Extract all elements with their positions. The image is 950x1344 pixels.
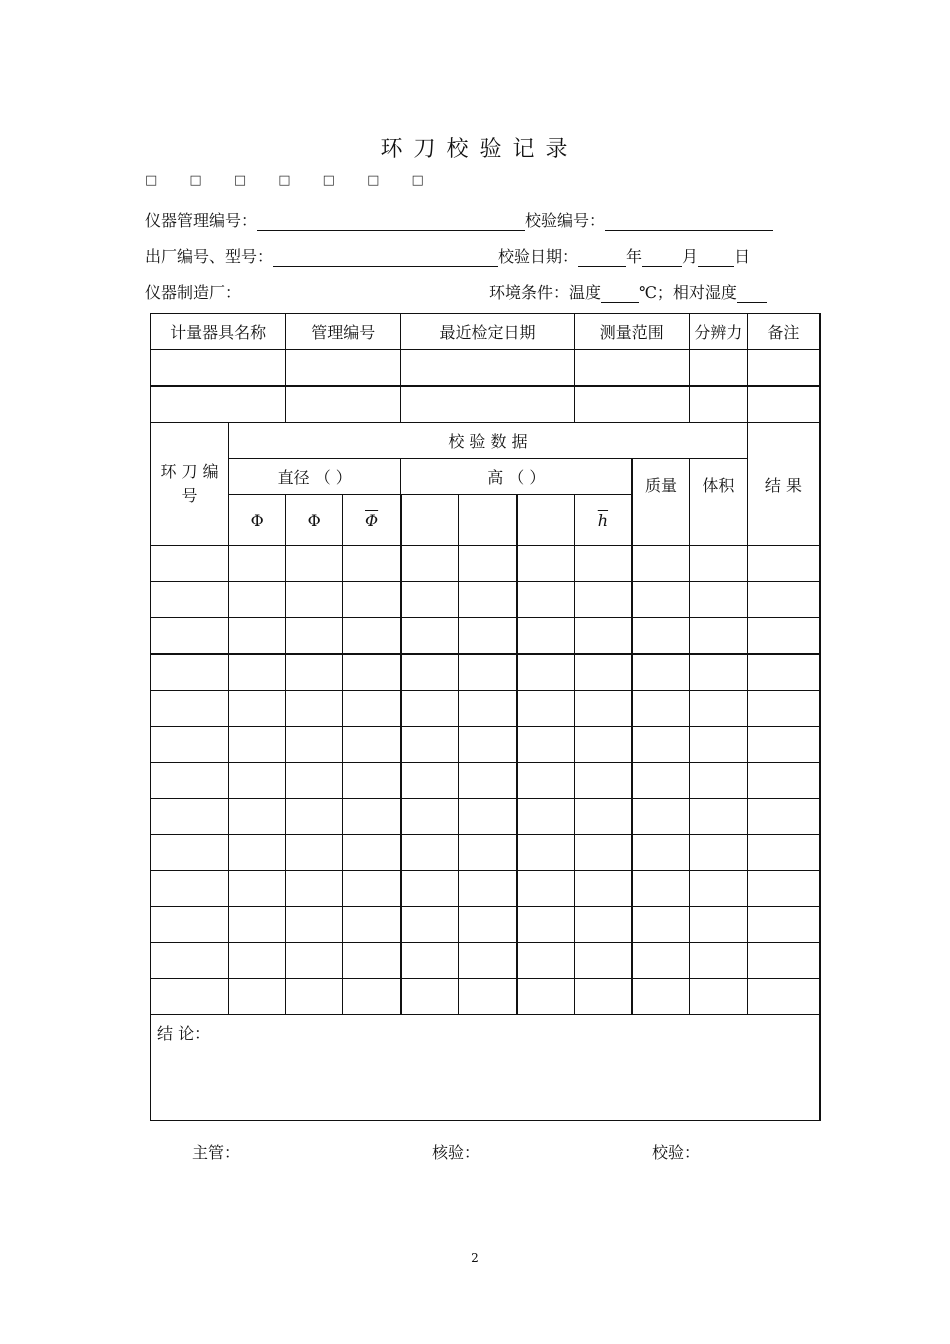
table-row: [151, 546, 820, 582]
cell[interactable]: [574, 979, 632, 1015]
cell[interactable]: [459, 979, 517, 1015]
col-measure-range: 测量范围: [574, 314, 689, 350]
cell[interactable]: [632, 979, 689, 1015]
cell[interactable]: [229, 763, 286, 799]
table-row: [151, 727, 820, 763]
cell[interactable]: [747, 871, 819, 907]
cell[interactable]: [401, 799, 459, 835]
cell[interactable]: [229, 546, 286, 582]
cell[interactable]: [286, 799, 343, 835]
cell[interactable]: [459, 871, 517, 907]
cell[interactable]: [689, 350, 747, 387]
table-row: [151, 763, 820, 799]
table-row: [151, 799, 820, 835]
right-border: [819, 313, 821, 1121]
h-1: [401, 495, 459, 546]
cell[interactable]: [151, 546, 229, 582]
subtitle-placeholder: □ □ □ □ □ □ □: [145, 173, 438, 188]
cell[interactable]: [632, 727, 689, 763]
cell[interactable]: [517, 727, 574, 763]
cell[interactable]: [151, 350, 286, 387]
cell[interactable]: [689, 763, 747, 799]
cell[interactable]: [574, 799, 632, 835]
cell[interactable]: [459, 943, 517, 979]
cell[interactable]: [151, 763, 229, 799]
cell[interactable]: [517, 546, 574, 582]
cell[interactable]: [689, 654, 747, 691]
humidity-field[interactable]: [737, 284, 767, 303]
cell[interactable]: [689, 582, 747, 618]
cell[interactable]: [401, 582, 459, 618]
cell[interactable]: [517, 907, 574, 943]
instrument-row: [151, 350, 820, 387]
cell[interactable]: [401, 691, 459, 727]
cell[interactable]: [401, 835, 459, 871]
cell[interactable]: [343, 727, 401, 763]
cell[interactable]: [459, 763, 517, 799]
cell[interactable]: [343, 582, 401, 618]
phi-mean: [343, 495, 401, 546]
cell[interactable]: [151, 727, 229, 763]
cell[interactable]: [286, 763, 343, 799]
cell[interactable]: [747, 943, 819, 979]
check-data-header: 校 验 数 据: [229, 423, 748, 459]
conclusion-box[interactable]: [150, 1011, 820, 1121]
cell[interactable]: [459, 691, 517, 727]
cell[interactable]: [632, 799, 689, 835]
cell[interactable]: [286, 386, 401, 423]
cell[interactable]: [151, 943, 229, 979]
cell[interactable]: [574, 691, 632, 727]
cell[interactable]: [517, 618, 574, 655]
cell[interactable]: [459, 618, 517, 655]
env-label: 环境条件：温度: [489, 283, 602, 302]
check-date-label: 校验日期：: [498, 247, 579, 266]
cell[interactable]: [747, 907, 819, 943]
cell[interactable]: [459, 654, 517, 691]
cell[interactable]: [632, 546, 689, 582]
cell[interactable]: [574, 943, 632, 979]
cell[interactable]: [689, 871, 747, 907]
cell[interactable]: [574, 546, 632, 582]
cell[interactable]: [689, 835, 747, 871]
cell[interactable]: [343, 943, 401, 979]
instrument-row: [151, 386, 820, 423]
cell[interactable]: [517, 691, 574, 727]
cell[interactable]: [229, 727, 286, 763]
cell[interactable]: [343, 691, 401, 727]
cell[interactable]: [343, 654, 401, 691]
cell[interactable]: [286, 582, 343, 618]
phi-2: Φ: [286, 495, 343, 546]
cell[interactable]: [229, 979, 286, 1015]
cell[interactable]: [151, 386, 286, 423]
cell[interactable]: [517, 943, 574, 979]
cell[interactable]: [229, 582, 286, 618]
cell[interactable]: [517, 979, 574, 1015]
cell[interactable]: [747, 763, 819, 799]
checker-label: 校验：: [652, 1143, 701, 1162]
year-field[interactable]: [578, 248, 626, 267]
cell[interactable]: [401, 654, 459, 691]
col-last-verification-date: 最近检定日期: [401, 314, 574, 350]
cell[interactable]: [229, 654, 286, 691]
field-row-factory: [145, 244, 750, 267]
cell[interactable]: [286, 654, 343, 691]
supervisor-label: 主管：: [192, 1143, 241, 1162]
cell[interactable]: [459, 582, 517, 618]
cell[interactable]: [632, 654, 689, 691]
cell[interactable]: [286, 979, 343, 1015]
cell[interactable]: [574, 350, 689, 387]
cell[interactable]: [151, 871, 229, 907]
cell[interactable]: [459, 546, 517, 582]
cell[interactable]: [747, 727, 819, 763]
cell[interactable]: [286, 907, 343, 943]
cell[interactable]: [401, 727, 459, 763]
cell[interactable]: [229, 907, 286, 943]
h-bar: $\overline{h}$: [597, 510, 609, 530]
cell[interactable]: [517, 799, 574, 835]
year-label: 年: [626, 247, 643, 266]
table-row: [151, 691, 820, 727]
phi-1: Φ: [229, 495, 286, 546]
cell[interactable]: [747, 386, 819, 423]
cell[interactable]: [151, 582, 229, 618]
cell[interactable]: [151, 799, 229, 835]
table-row: [151, 907, 820, 943]
cell[interactable]: [517, 654, 574, 691]
data-header-row-1: [151, 423, 820, 459]
cell[interactable]: [747, 799, 819, 835]
cell[interactable]: [574, 871, 632, 907]
cell[interactable]: [747, 691, 819, 727]
h-3: [517, 495, 574, 546]
cell[interactable]: [517, 582, 574, 618]
cell[interactable]: [343, 979, 401, 1015]
cell[interactable]: [401, 546, 459, 582]
cell[interactable]: [574, 618, 632, 655]
cell[interactable]: [229, 691, 286, 727]
conclusion-label: 结 论：: [157, 1024, 211, 1043]
cell[interactable]: [151, 907, 229, 943]
col-mgmt-no: 管理编号: [286, 314, 401, 350]
cell[interactable]: [689, 943, 747, 979]
mass-header: 质量: [632, 459, 689, 546]
data-rows: [151, 546, 820, 1015]
cell[interactable]: [401, 871, 459, 907]
col-instrument-name: 计量器具名称: [151, 314, 286, 350]
h-2: [459, 495, 517, 546]
cell[interactable]: [286, 727, 343, 763]
col-remarks: 备注: [747, 314, 819, 350]
page-number: 2: [471, 1251, 479, 1265]
diameter-header: 直径 （ ）: [229, 459, 401, 495]
height-header: 高 （ ）: [401, 459, 632, 495]
cell[interactable]: [632, 943, 689, 979]
cell[interactable]: [517, 763, 574, 799]
cell[interactable]: [632, 691, 689, 727]
day-label: 日: [734, 247, 751, 266]
maker-field[interactable]: [241, 285, 489, 303]
cell[interactable]: [286, 943, 343, 979]
phi-bar: $\overline{\Phi}$: [365, 510, 379, 530]
record-table: [150, 313, 820, 1015]
cell[interactable]: [632, 618, 689, 655]
cell[interactable]: [343, 763, 401, 799]
cell[interactable]: [689, 907, 747, 943]
cell[interactable]: [689, 727, 747, 763]
cell[interactable]: [747, 582, 819, 618]
volume-header: 体积: [689, 459, 747, 546]
h-mean: [574, 495, 632, 546]
cell[interactable]: [401, 907, 459, 943]
cell[interactable]: [151, 691, 229, 727]
cell[interactable]: [229, 618, 286, 655]
col-resolution: 分辨力: [689, 314, 747, 350]
cell[interactable]: [459, 907, 517, 943]
reviewer-label: 核验：: [432, 1143, 481, 1162]
cell[interactable]: [632, 871, 689, 907]
cell[interactable]: [517, 835, 574, 871]
table-row: [151, 979, 820, 1015]
cell[interactable]: [574, 654, 632, 691]
cell[interactable]: [286, 546, 343, 582]
data-header-row-2: [151, 459, 820, 495]
factory-no-label: 出厂编号、型号：: [145, 247, 274, 266]
cell[interactable]: [401, 350, 574, 387]
cell[interactable]: [747, 979, 819, 1015]
mgmt-no-label: 仪器管理编号：: [145, 211, 258, 230]
cell[interactable]: [286, 618, 343, 655]
day-field[interactable]: [698, 248, 734, 267]
cell[interactable]: [151, 979, 229, 1015]
cell[interactable]: [747, 654, 819, 691]
cell[interactable]: [689, 386, 747, 423]
cell[interactable]: [574, 763, 632, 799]
cell[interactable]: [151, 618, 229, 655]
table-row: [151, 618, 820, 655]
cell[interactable]: [343, 907, 401, 943]
table-row: [151, 871, 820, 907]
table-row: [151, 582, 820, 618]
page-title: 环 刀 校 验 记 录: [380, 137, 570, 162]
cell[interactable]: [229, 835, 286, 871]
cell[interactable]: [632, 907, 689, 943]
table-row: [151, 654, 820, 691]
cell[interactable]: [689, 618, 747, 655]
cell[interactable]: [401, 763, 459, 799]
cell[interactable]: [343, 546, 401, 582]
table-row: [151, 943, 820, 979]
cell[interactable]: [689, 799, 747, 835]
cell[interactable]: [689, 979, 747, 1015]
cell[interactable]: [286, 871, 343, 907]
month-field[interactable]: [642, 248, 682, 267]
check-no-label: 校验编号：: [525, 211, 606, 230]
month-label: 月: [682, 247, 699, 266]
field-row-mgmt: [145, 208, 773, 231]
cell[interactable]: [343, 618, 401, 655]
check-no-field[interactable]: [605, 212, 773, 231]
maker-label: 仪器制造厂：: [145, 283, 242, 302]
cell[interactable]: [747, 546, 819, 582]
ring-no-header: 环 刀 编 号: [151, 423, 229, 546]
temp-unit-label: ℃；相对湿度: [639, 283, 737, 302]
cell[interactable]: [401, 386, 574, 423]
cell[interactable]: [632, 582, 689, 618]
result-header: 结 果: [747, 423, 819, 546]
cell[interactable]: [574, 582, 632, 618]
cell[interactable]: [229, 943, 286, 979]
field-row-maker: [145, 280, 767, 303]
cell[interactable]: [401, 618, 459, 655]
cell[interactable]: [286, 835, 343, 871]
cell[interactable]: [286, 350, 401, 387]
cell[interactable]: [747, 618, 819, 655]
cell[interactable]: [151, 654, 229, 691]
cell[interactable]: [689, 691, 747, 727]
cell[interactable]: [229, 799, 286, 835]
cell[interactable]: [747, 835, 819, 871]
cell[interactable]: [343, 835, 401, 871]
cell[interactable]: [574, 727, 632, 763]
cell[interactable]: [401, 943, 459, 979]
cell[interactable]: [401, 979, 459, 1015]
cell[interactable]: [632, 835, 689, 871]
cell[interactable]: [343, 871, 401, 907]
cell[interactable]: [229, 871, 286, 907]
cell[interactable]: [151, 835, 229, 871]
cell[interactable]: [747, 350, 819, 387]
table-row: [151, 835, 820, 871]
instrument-header-row: [151, 314, 820, 350]
cell[interactable]: [286, 691, 343, 727]
cell[interactable]: [632, 763, 689, 799]
cell[interactable]: [574, 835, 632, 871]
cell[interactable]: [459, 835, 517, 871]
mgmt-no-field[interactable]: [257, 212, 525, 231]
cell[interactable]: [517, 871, 574, 907]
cell[interactable]: [343, 799, 401, 835]
cell[interactable]: [574, 386, 689, 423]
cell[interactable]: [689, 546, 747, 582]
cell[interactable]: [459, 799, 517, 835]
temperature-field[interactable]: [601, 284, 639, 303]
factory-no-field[interactable]: [273, 248, 498, 267]
cell[interactable]: [574, 907, 632, 943]
cell[interactable]: [459, 727, 517, 763]
